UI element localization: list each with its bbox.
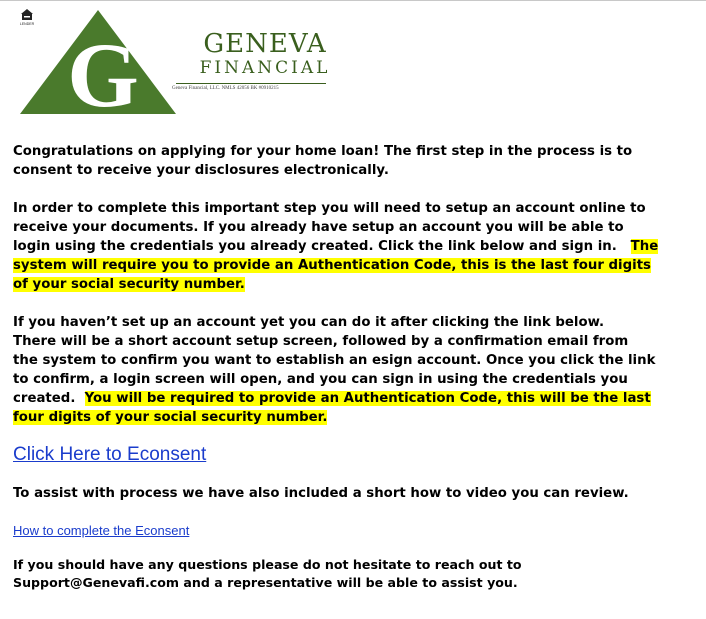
- top-divider: [0, 0, 706, 1]
- text-line: [13, 237, 658, 256]
- text-line: If you haven’t set up an account yet you can do it after clicking the link below.: [13, 315, 605, 330]
- triangle-logo-icon: [20, 8, 180, 118]
- brand-legal-text: Geneva Financial, LLC. NMLS 42056 BK #0910215: [172, 86, 279, 91]
- text-line: [13, 256, 658, 275]
- highlighted-text: system will require you to provide an Authentication Code, this is the last four digits: [13, 258, 651, 273]
- howto-video-link[interactable]: How to complete the Econsent: [13, 523, 190, 538]
- text-line: Congratulations on applying for your home loan! The first step in the process is to: [13, 144, 633, 159]
- closing-paragraph: [13, 556, 522, 592]
- text-line: Support@Genevafi.com and a representative will be able to assist you.: [13, 575, 518, 590]
- highlighted-text: You will be required to provide an Authentication Code, this will be the last: [84, 391, 651, 406]
- brand-name: GENEVA: [203, 29, 327, 59]
- text-line: If you should have any questions please do not hesitate to reach out to: [13, 557, 522, 572]
- highlighted-text: four digits of your social security number.: [13, 410, 328, 425]
- text-line: [13, 275, 658, 294]
- geneva-financial-logo: [20, 8, 350, 118]
- text-line: the system to confirm you want to establish an esign account. Once you click the link: [13, 353, 656, 368]
- paragraph-new-account: [13, 313, 655, 427]
- equal-housing-lender-icon: [20, 8, 34, 26]
- text-segment: login using the credentials you already created. Click the link below and sign in.: [13, 239, 631, 254]
- text-line: receive your documents. If you already have setup an account you will be able to: [13, 220, 624, 235]
- text-line: There will be a short account setup screen, followed by a confirmation email from: [13, 334, 629, 349]
- paragraph-existing-account: [13, 199, 658, 294]
- text-segment: created.: [13, 391, 85, 406]
- text-line: [13, 389, 655, 408]
- paragraph-intro: [13, 142, 632, 180]
- text-line: to confirm, a login screen will open, and you can sign in using the credentials you: [13, 372, 628, 387]
- logo-letter: G: [67, 24, 139, 118]
- highlighted-text: The: [630, 239, 659, 254]
- eho-label: LENDER: [20, 22, 34, 26]
- econsent-link[interactable]: Click Here to Econsent: [13, 444, 207, 465]
- text-line: In order to complete this important step you will need to setup an account online to: [13, 201, 646, 216]
- text-line: consent to receive your disclosures electronically.: [13, 163, 389, 178]
- video-info-text: To assist with process we have also included a short how to video you can review.: [13, 486, 629, 501]
- brand-divider: [176, 83, 326, 84]
- brand-subname: FINANCIAL: [199, 58, 331, 78]
- text-line: [13, 408, 655, 427]
- highlighted-text: of your social security number.: [13, 277, 245, 292]
